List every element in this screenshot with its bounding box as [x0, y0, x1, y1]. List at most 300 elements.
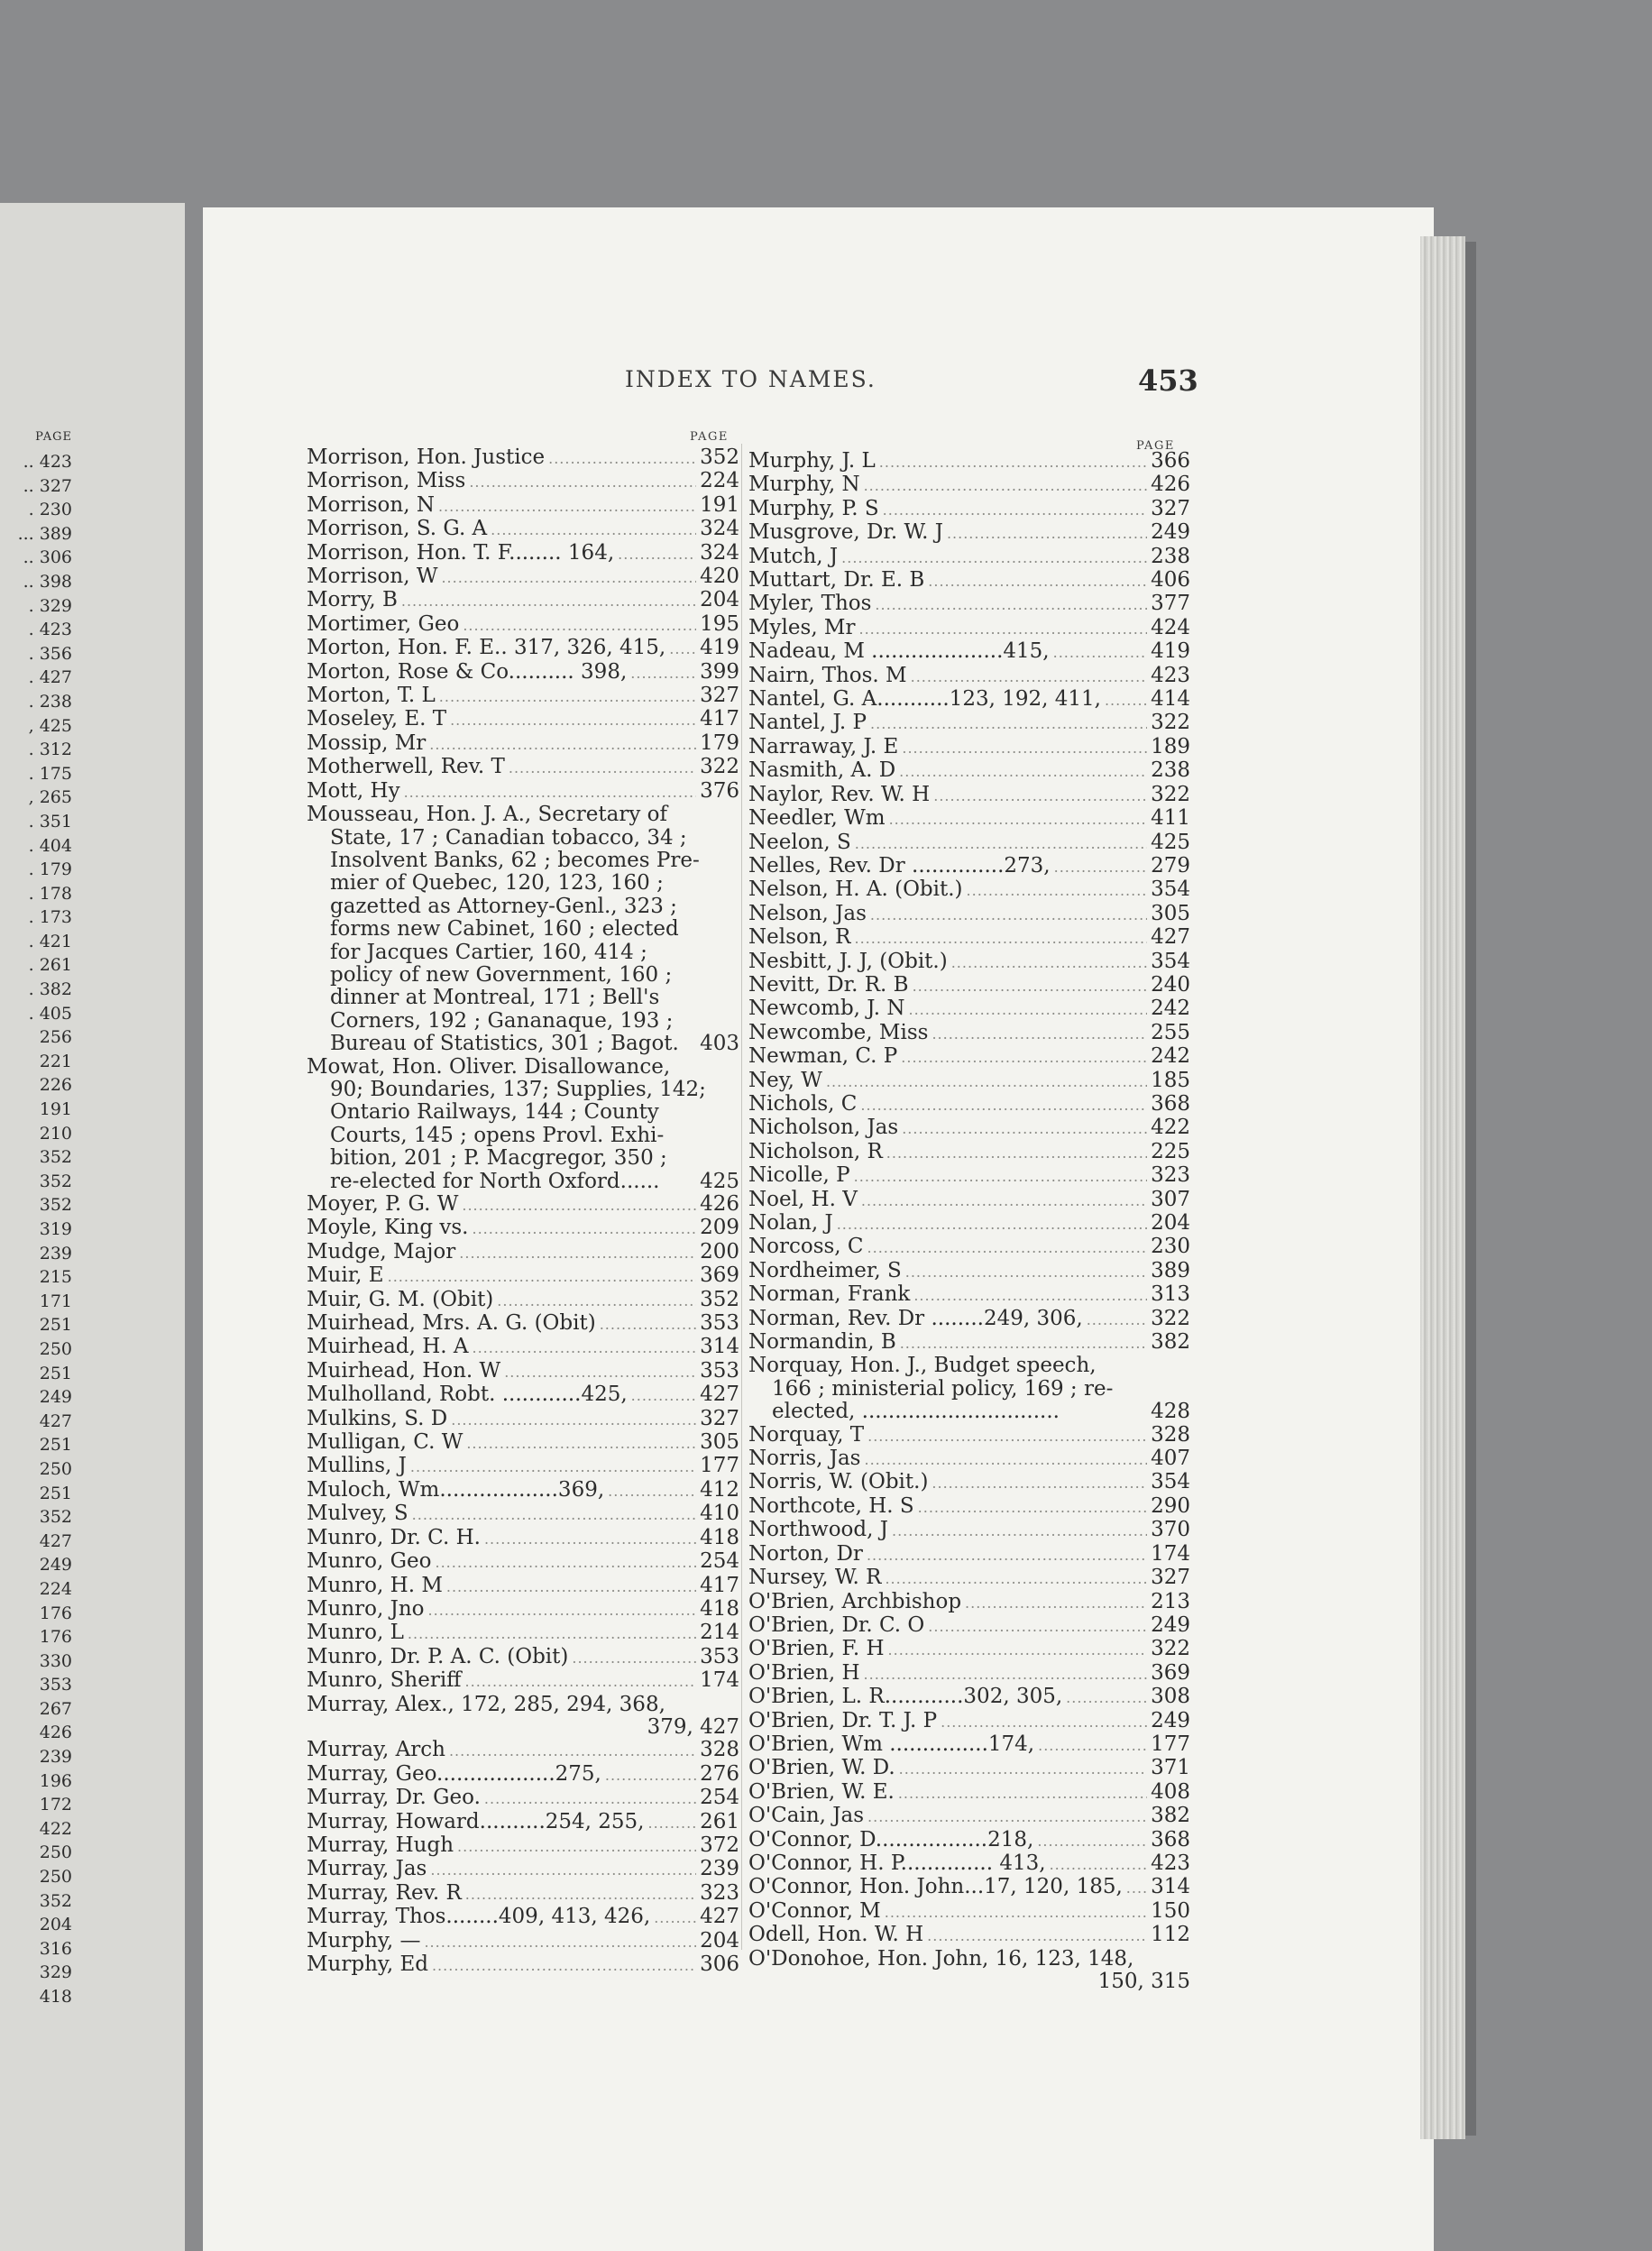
left-page-number: ... 389 — [17, 523, 72, 544]
dot-leader — [941, 1711, 1147, 1733]
dot-leader — [618, 543, 696, 565]
entry-text: Munro, Geo — [307, 1549, 432, 1574]
entry-text: O'Connor, M — [748, 1898, 881, 1923]
entry-page: 279 — [1151, 853, 1190, 877]
dot-leader — [899, 760, 1147, 783]
entry-page: 254 — [700, 1786, 739, 1810]
entry-page: 423 — [1151, 1851, 1190, 1875]
index-entry — [748, 617, 1190, 640]
dot-leader — [928, 570, 1147, 593]
left-page-number: , 265 — [28, 787, 72, 808]
entry-text: Morrison, Hon. T. F........ 164, — [307, 540, 615, 565]
entry-text: Nicholson, Jas — [748, 1116, 899, 1140]
entry-text: O'Brien, W. E. — [748, 1779, 895, 1804]
entry-page: 323 — [1151, 1163, 1190, 1188]
entry-page: 314 — [700, 1335, 739, 1359]
dot-leader — [608, 1480, 696, 1502]
entry-page: 323 — [700, 1880, 739, 1905]
dot-leader — [885, 1567, 1147, 1590]
col2-header: PAGE — [1136, 439, 1175, 453]
entry-continuation: State, 17 ; Canadian tobacco, 34 ; — [330, 825, 687, 850]
entry-text: Morrison, Hon. Justice — [307, 446, 546, 469]
page-number: 453 — [1138, 363, 1198, 398]
entry-text: Murphy, — — [307, 1928, 421, 1952]
left-page-number: . 404 — [28, 835, 72, 856]
index-entry — [748, 1045, 1190, 1069]
entry-text: Norton, Dr — [748, 1541, 863, 1566]
entry-text: Murray, Hugh — [307, 1833, 454, 1857]
entry-page: 411 — [1151, 806, 1190, 831]
entry-page: 254 — [700, 1549, 739, 1574]
index-entry — [748, 712, 1190, 735]
entry-page: 322 — [1151, 782, 1190, 806]
entry-page: 352 — [700, 446, 739, 469]
index-entry — [307, 1217, 739, 1240]
entry-page: 389 — [1151, 1258, 1190, 1282]
dot-leader — [864, 1448, 1147, 1471]
index-entry — [748, 1283, 1190, 1307]
entry-text: Nelson, R — [748, 925, 851, 950]
entry-page: 308 — [1151, 1685, 1190, 1709]
entry-text: Nasmith, A. D — [748, 758, 896, 783]
dot-leader — [438, 495, 696, 518]
page-edges — [1420, 236, 1465, 2139]
entry-text: Newcomb, J. N — [748, 997, 905, 1021]
index-entry — [307, 1787, 739, 1810]
entry-text: Mossip, Mr — [307, 730, 427, 755]
entry-text: Nicolle, P — [748, 1163, 850, 1188]
entry-text: Morrison, S. G. A — [307, 517, 488, 541]
index-entry — [748, 1331, 1190, 1355]
index-entry — [307, 1431, 739, 1455]
dot-leader — [892, 1520, 1147, 1542]
entry-page: 249 — [1151, 1708, 1190, 1732]
dot-leader — [439, 685, 696, 708]
entry-page: 249 — [1151, 1612, 1190, 1637]
index-entry — [748, 951, 1190, 974]
dot-leader — [933, 785, 1147, 807]
index-entry — [748, 903, 1190, 926]
dot-leader — [913, 1284, 1147, 1307]
entry-continuation: dinner at Montreal, 171 ; Bell's — [330, 986, 660, 1010]
entry-page: 354 — [1151, 877, 1190, 902]
left-page-number: . 261 — [28, 955, 72, 976]
left-page-number: 250 — [39, 1842, 72, 1863]
dot-leader — [401, 590, 696, 612]
dot-leader — [509, 757, 696, 779]
index-entry — [748, 1424, 1190, 1447]
entry-page: 419 — [1151, 639, 1190, 664]
index-entry — [307, 446, 739, 470]
entry-text: Nairn, Thos. M — [748, 663, 907, 687]
entry-page: 307 — [1151, 1187, 1190, 1211]
left-page-number: 251 — [39, 1315, 72, 1336]
dot-leader — [462, 1194, 696, 1217]
entry-page: 306 — [700, 1952, 739, 1976]
index-entry — [748, 974, 1190, 997]
dot-leader — [648, 1812, 697, 1834]
dot-leader — [465, 1670, 697, 1693]
entry-page: 174 — [1151, 1541, 1190, 1566]
dot-leader — [504, 1361, 696, 1383]
entry-text: 150, — [1097, 1970, 1144, 1993]
index-entry — [748, 1495, 1190, 1519]
index-entry — [307, 589, 739, 612]
dot-leader — [605, 1764, 696, 1787]
left-page-number: 330 — [39, 1650, 72, 1671]
entry-page: 327 — [700, 684, 739, 708]
left-page-number: 196 — [39, 1770, 72, 1791]
index-entry — [307, 613, 739, 637]
entry-page: 322 — [1151, 1306, 1190, 1330]
entry-page: 240 — [1151, 972, 1190, 997]
entry-text: Myler, Thos — [748, 592, 872, 616]
entry-page: 328 — [1151, 1422, 1190, 1447]
left-page-numbers — [0, 450, 72, 2009]
index-entry — [307, 1408, 739, 1431]
left-page-number: . 427 — [28, 667, 72, 688]
entry-page: 420 — [700, 565, 739, 589]
index-entry — [748, 1829, 1190, 1852]
left-page-number: 249 — [39, 1555, 72, 1576]
index-entry — [307, 1858, 739, 1881]
left-page-number: 171 — [39, 1291, 72, 1311]
left-page-number: . 178 — [28, 883, 72, 904]
entry-page: 174 — [700, 1668, 739, 1693]
index-entry — [307, 1953, 739, 1977]
dot-leader — [867, 1236, 1148, 1259]
dot-leader — [1038, 1734, 1147, 1757]
dot-leader — [600, 1313, 696, 1336]
dot-leader — [855, 832, 1147, 855]
entry-page: 428 — [1151, 1400, 1190, 1424]
entry-text: Muirhead, Hon. W — [307, 1358, 501, 1383]
entry-text: Nelles, Rev. Dr ..............273, — [748, 853, 1051, 877]
dot-leader — [451, 1409, 696, 1431]
index-entry — [748, 1591, 1190, 1614]
dot-leader — [899, 1758, 1147, 1780]
entry-page: 412 — [700, 1477, 739, 1502]
entry-text: Mulholland, Robt. ............425, — [307, 1383, 628, 1407]
entry-page: 322 — [1151, 711, 1190, 735]
dot-leader — [1126, 1877, 1147, 1899]
entry-text: O'Brien, H — [748, 1660, 860, 1685]
entry-text: Normandin, B — [748, 1330, 896, 1355]
dot-leader — [465, 1883, 696, 1906]
entry-text: Nursey, W. R — [748, 1566, 882, 1590]
entry-page: 417 — [700, 707, 739, 731]
dot-leader — [424, 1931, 696, 1953]
index-entry — [307, 1360, 739, 1383]
entry-page: 369 — [700, 1263, 739, 1288]
index-entry — [748, 1567, 1190, 1590]
index-entry — [748, 665, 1190, 688]
index-entry — [307, 1312, 739, 1336]
left-page-number: 226 — [39, 1075, 72, 1096]
dot-leader — [473, 1337, 697, 1359]
entry-text: O'Brien, Wm ...............174, — [748, 1732, 1035, 1756]
entry-continuation: forms new Cabinet, 160 ; elected — [330, 917, 679, 942]
left-page-number: 251 — [39, 1363, 72, 1383]
dot-leader — [1053, 641, 1147, 664]
entry-page: 427 — [700, 1714, 739, 1739]
entry-text: Northwood, J — [748, 1518, 888, 1542]
index-entry — [307, 518, 739, 541]
entry-page: 239 — [700, 1857, 739, 1881]
entry-text: re-elected for North Oxford...... — [330, 1169, 660, 1193]
entry-continuation: for Jacques Cartier, 160, 414 ; — [330, 940, 647, 964]
entry-text: O'Brien, Dr. C. O — [748, 1612, 925, 1637]
index-entry — [748, 784, 1190, 807]
left-page-number: 352 — [39, 1507, 72, 1528]
left-page-number: 176 — [39, 1627, 72, 1648]
entry-page: 376 — [700, 778, 739, 803]
dot-leader — [870, 904, 1147, 926]
entry-page: 204 — [700, 588, 739, 612]
entry-page: 204 — [700, 1928, 739, 1952]
entry-text: Munro, H. M — [307, 1573, 443, 1597]
left-page-number: .. 423 — [23, 452, 72, 472]
left-page-number: 176 — [39, 1603, 72, 1623]
index-entry — [748, 593, 1190, 616]
index-entry — [307, 1906, 739, 1929]
left-page-number: 249 — [39, 1387, 72, 1408]
index-entry — [307, 756, 739, 779]
entry-page: 368 — [1151, 1827, 1190, 1851]
entry-text: Norris, Jas — [748, 1447, 861, 1471]
dot-leader — [428, 1599, 697, 1622]
index-entry — [307, 1930, 739, 1953]
index-entry — [748, 1781, 1190, 1805]
left-page-number: 251 — [39, 1435, 72, 1456]
index-entry — [748, 1686, 1190, 1709]
index-entry — [307, 1811, 739, 1834]
left-page-number: 422 — [39, 1818, 72, 1839]
index-entry — [307, 1622, 739, 1645]
entry-page: 322 — [1151, 1637, 1190, 1661]
left-page-fringe — [0, 428, 72, 2009]
index-entry — [748, 1212, 1190, 1236]
entry-text: Muir, E — [307, 1263, 384, 1288]
index-entry — [748, 926, 1190, 950]
index-entry — [307, 1646, 739, 1669]
index-entry — [307, 1575, 739, 1598]
index-entry — [307, 1502, 739, 1526]
index-entry — [307, 470, 739, 493]
dot-leader — [885, 1901, 1147, 1924]
dot-leader — [469, 471, 696, 493]
left-page-number: 251 — [39, 1483, 72, 1503]
entry-page: 255 — [1151, 1020, 1190, 1044]
entry-page: 426 — [700, 1192, 739, 1216]
left-page-number: . 173 — [28, 907, 72, 928]
entry-page: 424 — [1151, 615, 1190, 639]
index-entry — [307, 1241, 739, 1264]
entry-page: 427 — [700, 1905, 739, 1929]
entry-text: Nichols, C — [748, 1091, 858, 1116]
dot-leader — [867, 1425, 1147, 1447]
entry-page: 213 — [1151, 1589, 1190, 1613]
index-entry — [307, 1289, 739, 1312]
entry-text: Nesbitt, J. J, (Obit.) — [748, 949, 948, 973]
index-entry — [748, 1662, 1190, 1686]
index-entry — [307, 1383, 739, 1407]
entry-text: Nantel, G. A...........123, 192, 411, — [748, 687, 1101, 712]
left-page-number: . 382 — [28, 979, 72, 1000]
entry-text: O'Connor, H. P.............. 413, — [748, 1851, 1046, 1875]
dot-leader — [928, 1615, 1147, 1638]
entry-text: Mott, Hy — [307, 778, 400, 803]
index-entry — [307, 1264, 739, 1288]
entry-page: 369 — [1151, 1660, 1190, 1685]
entry-page: 276 — [700, 1761, 739, 1786]
dot-leader — [913, 975, 1148, 997]
entry-text: Muirhead, Mrs. A. G. (Obit) — [307, 1311, 596, 1336]
entry-text: Naylor, Rev. W. H — [748, 782, 931, 806]
index-entry — [748, 1116, 1190, 1140]
entry-text: Munro, Dr. P. A. C. (Obit) — [307, 1644, 569, 1668]
dot-leader — [898, 1782, 1147, 1805]
entry-page: 327 — [1151, 496, 1190, 520]
dot-leader — [435, 1551, 696, 1574]
entry-page: 354 — [1151, 949, 1190, 973]
index-entry — [307, 637, 739, 660]
left-page-number: 215 — [39, 1267, 72, 1288]
index-entry — [748, 807, 1190, 831]
entry-text: Moyle, King vs. — [307, 1216, 469, 1240]
dot-leader — [918, 1496, 1147, 1519]
entry-text: Mousseau, Hon. J. A., Secretary of — [307, 803, 667, 827]
entry-page: 177 — [700, 1454, 739, 1478]
dot-leader — [441, 566, 696, 589]
entry-text: Muloch, Wm..................369, — [307, 1477, 605, 1502]
page-edge-shadow — [1465, 242, 1476, 2136]
entry-page: 382 — [1151, 1330, 1190, 1355]
entry-page: 353 — [700, 1644, 739, 1668]
entry-text: elected, .............................. — [772, 1400, 1060, 1424]
left-page-number: 191 — [39, 1099, 72, 1120]
entry-page: 242 — [1151, 1044, 1190, 1069]
dot-leader — [412, 1503, 696, 1526]
index-entry — [748, 1141, 1190, 1164]
dot-leader — [1054, 856, 1147, 878]
left-page-number: 204 — [39, 1915, 72, 1935]
index-entry — [748, 1805, 1190, 1828]
entry-continuation: Courts, 145 ; opens Provl. Exhi- — [330, 1123, 665, 1147]
index-entry — [307, 780, 739, 804]
dot-leader — [410, 1456, 696, 1478]
dot-leader — [900, 1332, 1147, 1355]
index-entry — [748, 1189, 1190, 1212]
entry-page: 377 — [1151, 592, 1190, 616]
dot-leader — [450, 709, 696, 731]
entry-text: Moseley, E. T — [307, 707, 447, 731]
entry-page: 406 — [1151, 568, 1190, 593]
index-entry — [748, 640, 1190, 664]
dot-leader — [888, 1639, 1148, 1661]
entry-page: 209 — [700, 1216, 739, 1240]
entry-page: 423 — [1151, 663, 1190, 687]
dot-leader — [654, 1906, 696, 1929]
dot-leader — [951, 951, 1147, 974]
index-entry — [748, 1757, 1190, 1780]
left-page-number: , 425 — [28, 715, 72, 736]
index-entry — [748, 688, 1190, 712]
entry-page: 407 — [1151, 1447, 1190, 1471]
entry-page: 368 — [1151, 1091, 1190, 1116]
left-page-number: 210 — [39, 1123, 72, 1144]
entry-page: 419 — [700, 636, 739, 660]
dot-leader — [472, 1217, 696, 1240]
dot-leader — [408, 1622, 696, 1645]
entry-page: 328 — [700, 1738, 739, 1762]
index-entry — [748, 546, 1190, 569]
left-page-number: 250 — [39, 1867, 72, 1888]
entry-page: 354 — [1151, 1470, 1190, 1494]
entry-text: Mowat, Hon. Oliver. Disallowance, — [307, 1054, 671, 1079]
index-entry — [748, 1093, 1190, 1116]
left-page-number: . 179 — [28, 859, 72, 880]
entry-text: O'Brien, W. D. — [748, 1756, 895, 1780]
index-entry — [307, 1834, 739, 1858]
dot-leader — [837, 1213, 1147, 1236]
left-page-number: 239 — [39, 1747, 72, 1768]
entry-page: 177 — [1151, 1732, 1190, 1756]
index-entry-norquay — [748, 1355, 1190, 1423]
entry-text: Munro, L — [307, 1621, 404, 1645]
left-page-number: . 238 — [28, 691, 72, 712]
entry-page: 242 — [1151, 997, 1190, 1021]
entry-text: Mulligan, C. W — [307, 1430, 463, 1455]
entry-text: Munro, Sheriff — [307, 1668, 462, 1693]
entry-text: Nolan, J — [748, 1211, 833, 1235]
entry-text: Murray, Geo..................275, — [307, 1761, 601, 1786]
dot-leader — [404, 781, 697, 804]
entry-page: 238 — [1151, 758, 1190, 783]
index-entry — [307, 542, 739, 565]
left-page-number: . 351 — [28, 811, 72, 831]
entry-page: 327 — [1151, 1566, 1190, 1590]
entry-page: 204 — [1151, 1211, 1190, 1235]
entry-page: 230 — [1151, 1235, 1190, 1259]
left-page-number: 352 — [39, 1147, 72, 1168]
left-page-number: 329 — [39, 1962, 72, 1983]
dot-leader — [901, 1046, 1147, 1069]
entry-text: O'Brien, L. R............302, 305, — [748, 1685, 1063, 1709]
dot-leader — [867, 1544, 1147, 1567]
index-column-2 — [748, 450, 1190, 1993]
entry-text: O'Connor, Hon. John...17, 120, 185, — [748, 1875, 1123, 1899]
entry-text: Morrison, W — [307, 565, 438, 589]
index-entry — [307, 1739, 739, 1762]
entry-text: O'Brien, Archbishop — [748, 1589, 962, 1613]
index-entry — [748, 1614, 1190, 1638]
entry-page: 305 — [700, 1430, 739, 1455]
entry-text: Narraway, J. E — [748, 734, 899, 758]
entry-text: Murphy, N — [748, 473, 860, 497]
index-entry — [307, 1763, 739, 1787]
entry-page: 427 — [1151, 925, 1190, 950]
index-entry-mowat — [307, 1056, 739, 1193]
index-entry — [748, 1638, 1190, 1661]
left-page-number: 267 — [39, 1698, 72, 1719]
entry-text: Odell, Hon. W. H — [748, 1923, 924, 1947]
dot-leader — [860, 1094, 1147, 1116]
entry-page: 112 — [1151, 1923, 1190, 1947]
entry-text: Munro, Dr. C. H. — [307, 1525, 481, 1549]
entry-page: 314 — [1151, 1875, 1190, 1899]
index-entry — [748, 473, 1190, 497]
